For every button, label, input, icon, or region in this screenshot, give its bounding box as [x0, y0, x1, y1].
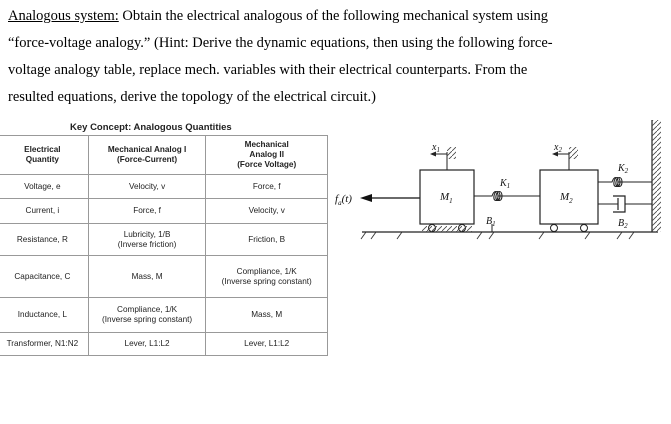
table-cell: Lubricity, 1/B (Inverse friction): [88, 224, 206, 256]
b1-label: $B_1$: [486, 216, 496, 228]
m2-label: $M_2$: [560, 191, 573, 205]
table-cell: Mass, M: [206, 298, 328, 333]
table-cell: Capacitance, C: [0, 256, 88, 298]
damper-b2: [598, 196, 652, 212]
table-cell: Friction, B: [206, 224, 328, 256]
mechanical-system-diagram: [332, 116, 671, 256]
question-text: [8, 3, 666, 111]
x1-label: $x_1$: [432, 142, 440, 154]
table-cell: Transformer, N1:N2: [0, 333, 88, 356]
spring-k1: [474, 192, 540, 201]
table-row: [0, 256, 328, 298]
m1-label: $M_1$: [440, 191, 453, 205]
question-line-4: resulted equations, derive the topology of the electrical circuit.): [8, 89, 377, 105]
table-cell: Current, i: [0, 199, 88, 224]
table-caption: Key Concept: Analogous Quantities: [70, 122, 232, 133]
table-cell: Mass, M: [88, 256, 206, 298]
question-lead: Analogous system:: [8, 8, 119, 24]
table-cell: Resistance, R: [0, 224, 88, 256]
header-electrical-quantity: Electrical Quantity: [0, 136, 88, 175]
table-row: [0, 224, 328, 256]
right-wall: [652, 120, 661, 232]
table-cell: Lever, L1:L2: [88, 333, 206, 356]
b1-friction-surface: [422, 226, 472, 232]
table-cell: Velocity, v: [88, 175, 206, 199]
table-cell: Compliance, 1/K (Inverse spring constant): [88, 298, 206, 333]
applied-force-arrow: [360, 194, 420, 202]
table-row: [0, 333, 328, 356]
question-line-2: “force-voltage analogy.” (Hint: Derive the dynamic equations, then using the following force-: [8, 35, 553, 51]
k2-label: $K_2$: [618, 163, 629, 175]
ground: [361, 232, 658, 239]
table-cell: Force, f: [206, 175, 328, 199]
table-row: [0, 175, 328, 199]
table-cell: Force, f: [88, 199, 206, 224]
table-cell: Voltage, e: [0, 175, 88, 199]
header-mechanical-analog-2: Mechanical Analog II (Force Voltage): [206, 136, 328, 175]
question-line-3: voltage analogy table, replace mech. variables with their electrical counterparts. From the: [8, 62, 528, 78]
b2-label: $B_2$: [618, 218, 628, 230]
force-label: $f_a(t)$: [335, 193, 352, 207]
table-cell: Velocity, v: [206, 199, 328, 224]
header-mechanical-analog-1: Mechanical Analog I (Force-Current): [88, 136, 206, 175]
table-cell: Compliance, 1/K (Inverse spring constant): [206, 256, 328, 298]
spring-k2: [598, 178, 652, 187]
x2-label: $x_2$: [554, 142, 562, 154]
analogy-table: [0, 135, 328, 356]
k1-label: $K_1$: [500, 178, 511, 190]
question-line-1: Analogous system: Obtain the electrical analogous of the following mechanical system using: [8, 8, 549, 24]
table-row: [0, 298, 328, 333]
table-row: [0, 199, 328, 224]
table-cell: Lever, L1:L2: [206, 333, 328, 356]
table-header-row: [0, 136, 328, 175]
table-cell: Inductance, L: [0, 298, 88, 333]
mechanical-system-svg: [332, 116, 671, 256]
